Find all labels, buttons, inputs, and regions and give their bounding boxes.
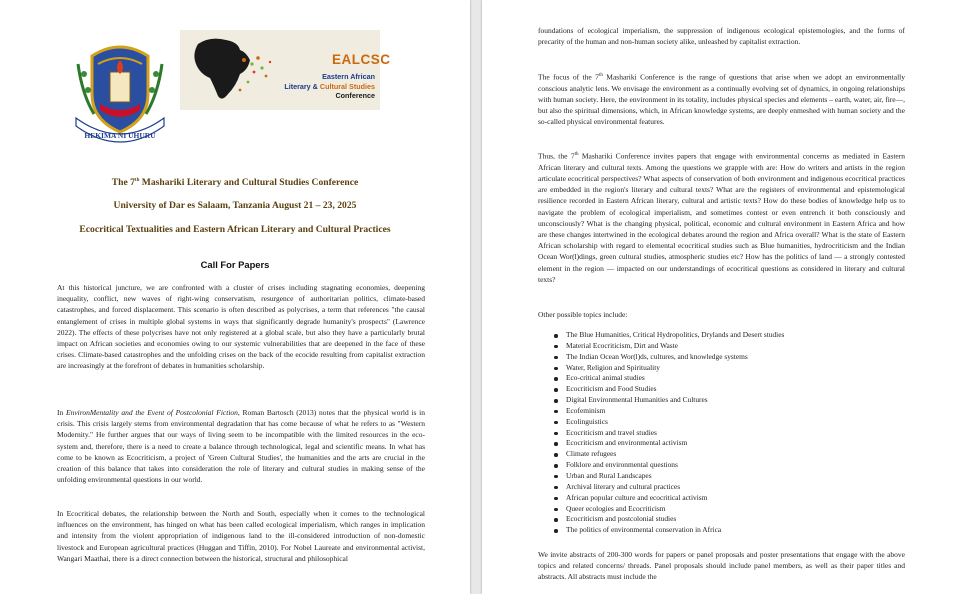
left-paragraph-2-book-title: EnvironMentality and the Event of Postcolonial Fiction <box>65 408 238 417</box>
ealcsc-subtitle-line1: Eastern African <box>322 72 375 81</box>
right-paragraph-3 <box>538 149 905 285</box>
topic-item: African popular culture and ecocritical activism <box>552 493 912 504</box>
topic-item: Queer ecologies and Ecocriticism <box>552 504 912 515</box>
topic-item: Ecocriticism and environmental activism <box>552 438 912 449</box>
topic-item: Ecocriticism and postcolonial studies <box>552 514 912 525</box>
topic-item: Ecocriticism and travel studies <box>552 428 912 439</box>
svg-text:HEKIMA NI UHURU: HEKIMA NI UHURU <box>84 131 156 140</box>
right-paragraph-2-sup: th <box>598 73 603 78</box>
conference-title-sup: th <box>134 177 140 183</box>
ealcsc-subtitle-line2b: Cultural Studies <box>319 81 375 91</box>
topic-item: Urban and Rural Landscapes <box>552 471 912 482</box>
right-paragraph-2-post: Mashariki Conference is the range of questions that arise when we adopt an environmentally conscious analytic lens. We envisage the environment as a continually evolving set of dynamics, in ongoing relationships with human society. Here, the environment in its totality, includes physical species and elements – earth, water, air, fire—, but also the spiritual dimensions, which, in African knowledge systems, are deeply enmeshed with human society and the so-called physical environmental features. <box>538 72 905 127</box>
right-paragraph-3-sup: th <box>574 152 579 157</box>
topics-list <box>552 330 912 536</box>
call-for-papers-heading: Call For Papers <box>200 259 270 270</box>
topic-item: Archival literary and cultural practices <box>552 482 912 493</box>
right-paragraph-2-pre: The focus of the 7 <box>538 72 599 82</box>
left-paragraph-2-rest: , Roman Bartosch (2013) notes that the physical world is in crisis. This crisis largely stems from environmental degradation that has come because of what he refers to as "Western Modernity." He further argues that our ways of living seem to be incompatible with the limited resources in the eco-system and, therefore, there is a need to create a balance through technological, legal and scientific means. In what has come to be known as Ecocriticism, a project of 'Green Cultural Studies', the humanities and the arts are crucial in the creation of this balance that takes into consideration the role of literary and cultural studies in making sense of the unfolding environmental questions in our world. <box>57 408 425 485</box>
university-motto-banner <box>70 98 170 148</box>
conference-theme: Ecocritical Textualities and Eastern African Literary and Cultural Practices <box>79 224 391 235</box>
topics-intro: Other possible topics include: <box>538 310 628 319</box>
topic-item: Eco-critical animal studies <box>552 373 912 384</box>
right-paragraph-closing: We invite abstracts of 200-300 words for papers or panel proposals and poster presentations that engage with the above topics and related concerns/ threads. Panel proposals should include panel members, as well as their paper titles and abstracts. All abstracts must include the <box>538 550 905 582</box>
topic-item: Water, Religion and Spirituality <box>552 363 912 374</box>
topic-item: The politics of environmental conservation in Africa <box>552 525 912 536</box>
topic-item: Ecofeminism <box>552 406 912 417</box>
topic-item: Digital Environmental Humanities and Cultures <box>552 395 912 406</box>
left-paragraph-2-prefix: In <box>57 408 66 417</box>
right-paragraph-3-post: Mashariki Conference invites papers that engage with environmental concerns as mediated in Eastern African literary and cultural texts. Among the questions we grapple with are: How do writers and artists in the region articulate ecocritical perspectives? What aspects of conservation of both environment and indigenous ecocritical practices are embedded in the region's literary and cultural texts? What are the registers of environmental and epistemological resilience recorded in Eastern African literary, cultural and artistic texts? How do these bodies of knowledge help us to navigate the problem of ecological imperialism, and sometimes contest or even entrench it both consciously and unconsciously? What is the changing physical, political, economic and cultural environment in Eastern Africa and how are these changes intertwined in the ecological debates around the region and Africa overall? What is the state of Eastern African scholarship with regard to elemental ecocritical studies such as Blue humanities, hydrocriticism and the Indian Ocean Wor(l)dings, green cultural studies, atmospheric studies etc? How has the politics of land — a strongly contested element in the region — impacted on our understandings of ecocritical questions as considered in literary and cultural texts? <box>538 151 905 284</box>
topic-item: Ecolinguistics <box>552 417 912 428</box>
conference-title-post: Mashariki Literary and Cultural Studies Conference <box>139 177 359 188</box>
right-paragraph-2 <box>538 70 905 128</box>
topic-item: Folklore and environmental questions <box>552 460 912 471</box>
ealcsc-acronym: EALCSC <box>332 52 391 67</box>
document-page-left <box>0 0 470 594</box>
topic-item: Material Ecocriticism, Dirt and Waste <box>552 341 912 352</box>
left-paragraph-3: In Ecocritical debates, the relationship between the North and South, especially when it comes to the technological influences on the environment, has hinged on what has been called ecological imperialism, which ranges in implication and intensity from the violent appropriation of indigenous land to the ill-considered introduction of non-domestic livestock and European agricultural practices (Huggan and Tiffin, 2010). For Nobel Laureate and environmental activist, Wangari Maathai, there is a direct connection between the historical, structural and philosophical <box>57 509 425 563</box>
topic-item: The Indian Ocean Wor(l)ds, cultures, and knowledge systems <box>552 352 912 363</box>
right-paragraph-3-pre: Thus, the 7 <box>538 151 575 161</box>
ealcsc-subtitle-line3: Conference <box>335 91 375 100</box>
right-paragraph-1: foundations of ecological imperialism, the suppression of indigenous ecological epistemologies, and the forms of precarity of the human and non-human society alike, unleashed by capitalist extraction. <box>538 26 905 47</box>
ealcsc-subtitle <box>282 72 375 101</box>
ealcsc-subtitle-line2a: Literary & <box>284 81 320 91</box>
topic-item: Ecocriticism and Food Studies <box>552 384 912 395</box>
conference-venue-dates: University of Dar es Salaam, Tanzania August 21 – 23, 2025 <box>113 200 357 211</box>
conference-title-pre: The 7 <box>111 177 135 188</box>
ealcsc-subtitle-line2 <box>282 82 375 92</box>
left-paragraph-1: At this historical juncture, we are confronted with a cluster of crises including stagnating economies, deepening inequality, conflict, new waves of right-wing conservatism, resurgence of authoritarian politics, climate-based catastrophes, and forced displacement. This scenario is often described as polycrises, a term that references "the causal entanglement of crises in multiple global systems in ways that significantly degrade humanity's prospects" (Lawrence 2022). The effects of these polycrises have not only registered at a global scale, but also they have a particularly brutal impact on African societies and economies owing to our systemic vulnerabilities that are deepened in the face of these crises. Climate-based catastrophes and the unfolding crises on the back of the ecocide resulting from capitalist extraction are increasingly at the forefront of debates in humanities scholarship. <box>57 283 425 371</box>
topic-item: The Blue Humanities, Critical Hydropolitics, Drylands and Desert studies <box>552 330 912 341</box>
conference-title <box>0 177 470 188</box>
document-page-right <box>482 0 961 594</box>
topic-item: Climate refugees <box>552 449 912 460</box>
left-paragraph-2 <box>57 407 425 485</box>
